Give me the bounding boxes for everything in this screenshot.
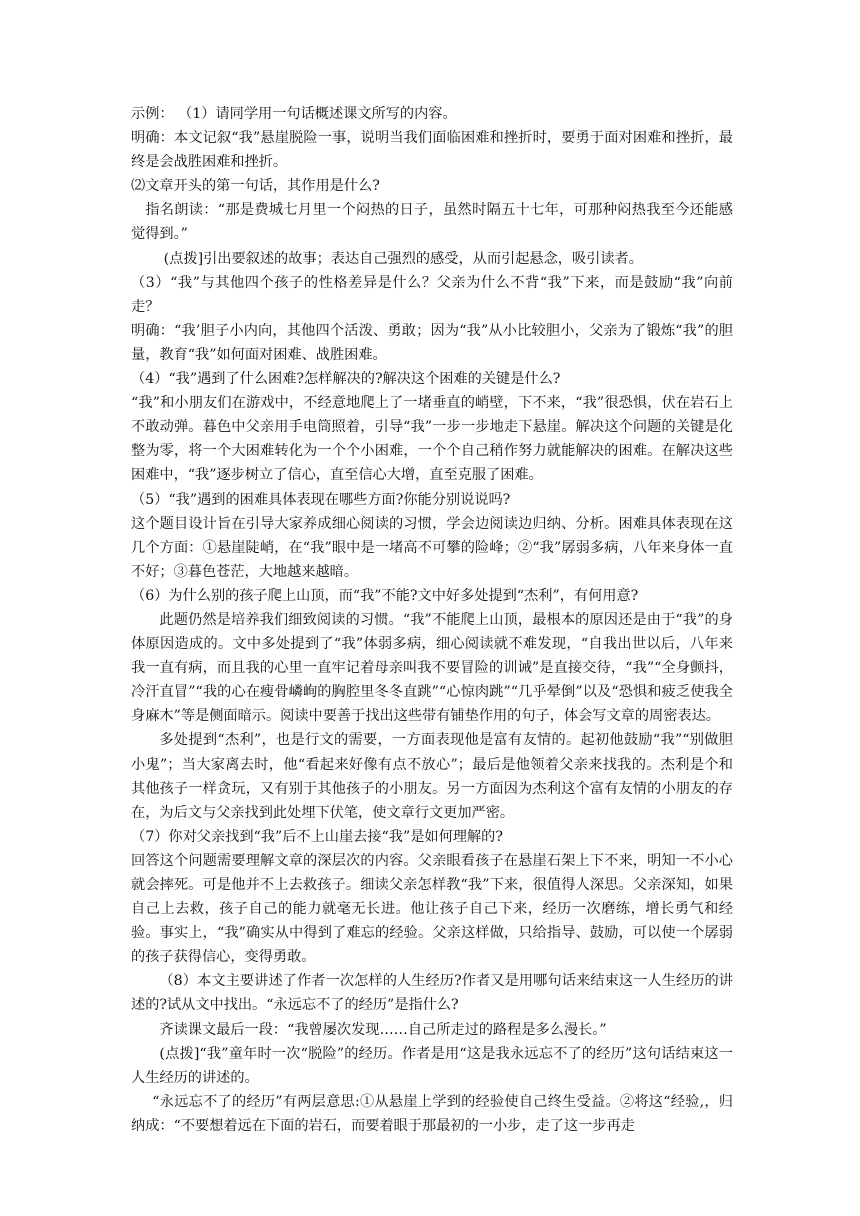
question-5: （5）“我”遇到的困难具体表现在哪些方面?你能分别说说吗? [131, 491, 511, 508]
question-8: （8）本文主要讲述了作者一次怎样的人生经历?作者又是用哪句话来结束这一人生经历的讲述的?试从文中找出。“永远忘不了的经历”是指什么? [131, 973, 733, 1014]
example-question-1: 示例： （1）请同学用一句话概述课文所写的内容。 [131, 106, 457, 122]
answer-1: 明确：本文记叙“我”悬崖脱险一事，说明当我们面临困难和挫折时，要勇于面对困难和挫折，最终是会战胜困难和挫折。 [131, 130, 733, 171]
question-4: （4）“我”遇到了什么困难?怎样解决的?解决这个困难的关键是什么? [131, 371, 561, 388]
reading-last-paragraph: 齐读课文最后一段：“我曾屡次发现……自己所走过的路程是多么漫长。” [159, 1021, 607, 1038]
answer-4: “我”和小朋友们在游戏中，不经意地爬上了一堵垂直的峭壁，下不来，“我”很恐惧，伏在岩石上不敢动弹。暮色中父亲用手电筒照着，引导“我”一步一步地走下悬崖。解决这个问题的关键是化整为零，将一个大困难转化为一个个小困难，一个个自己稍作努力就能解决的困难。在解决这些困难中，“我”逐步树立了信心，直至信心大增，直至克服了困难。 [131, 395, 733, 484]
reading-quote-2: 指名朗读：“那是费城七月里一个闷热的日子，虽然时隔五十七年，可那种闷热我至今还能感觉得到。” [131, 202, 733, 243]
question-2: ⑵文章开头的第一句话，其作用是什么? [131, 178, 380, 195]
hint-2: (点拨]引出要叙述的故事；表达自己强烈的感受，从而引起悬念，吸引读者。 [163, 250, 643, 267]
hint-8: (点拨]“我”童年时一次“脱险”的经历。作者是用“这是我永远忘不了的经历”这句话结束这一人生经历的讲述的。 [131, 1045, 733, 1086]
document-body [131, 102, 733, 1138]
question-3: （3）“我”与其他四个孩子的性格差异是什么？父亲为什么不背“我”下来，而是鼓励“我”向前走？ [131, 274, 733, 315]
meaning-paragraph: “永远忘不了的经历”有两层意思:①从悬崖上学到的经验使自己终生受益。②将这“经验,，归纳成：“不要想着远在下面的岩石，而要着眼于那最初的一小步，走了这一步再走 [131, 1093, 733, 1134]
question-7: （7）你对父亲找到“我”后不上山崖去接“我”是如何理解的? [131, 828, 503, 845]
answer-6-part-2: 多处提到“杰利”，也是行文的需要，一方面表现他是富有友情的。起初他鼓励“我”“别做胆小鬼”；当大家离去时，他“看起来好像有点不放心”；最后是他领着父亲来找我的。杰利是个和其他孩子一样贪玩，又有别于其他孩子的小朋友。另一方面因为杰利这个富有友情的小朋友的存在，为后文与父亲找到此处埋下伏笔，使文章行文更加严密。 [131, 732, 733, 821]
answer-6-part-1: 此题仍然是培养我们细致阅读的习惯。“我”不能爬上山顶，最根本的原因还是由于“我”的身体原因造成的。文中多处提到了“我”体弱多病，细心阅读就不难发现，“自我出世以后，八年来我一直有病，而且我的心里一直牢记着母亲叫我不要冒险的训诫”是直接交待，“我”“全身颤抖，冷汗直冒”“我的心在瘦骨嶙峋的胸腔里冬冬直跳”“心惊肉跳”“几乎晕倒”以及“恐惧和疲乏使我全身麻木”等是侧面暗示。阅读中要善于找出这些带有铺垫作用的句子，体会写文章的周密表达。 [131, 611, 733, 725]
answer-5: 这个题目设计旨在引导大家养成细心阅读的习惯，学会边阅读边归纳、分析。困难具体表现在这几个方面：①悬崖陡峭，在“我”眼中是一堵高不可攀的险峰；②“我”孱弱多病，八年来身体一直不好；③暮色苍茫，大地越来越暗。 [131, 515, 733, 580]
answer-3: 明确：“我’胆子小内向，其他四个活泼、勇敢；因为“我”从小比较胆小，父亲为了锻炼“我”的胆量，教育“我”如何面对困难、战胜困难。 [131, 322, 733, 363]
answer-7: 回答这个问题需要理解文章的深层次的内容。父亲眼看孩子在悬崖石架上下不来，明知一不小心就会摔死。可是他并不上去救孩子。细读父亲怎样教“我”下来，很值得人深思。父亲深知，如果自己上去救，孩子自己的能力就毫无长进。他让孩子自己下来，经历一次磨练，增长勇气和经验。事实上，“我”确实从中得到了难忘的经验。父亲这样做，只给指导、鼓励，可以使一个孱弱的孩子获得信心，变得勇敢。 [131, 852, 733, 966]
question-6: （6）为什么别的孩子爬上山顶，而“我”不能?文中好多处提到“杰利”，有何用意? [131, 587, 639, 604]
